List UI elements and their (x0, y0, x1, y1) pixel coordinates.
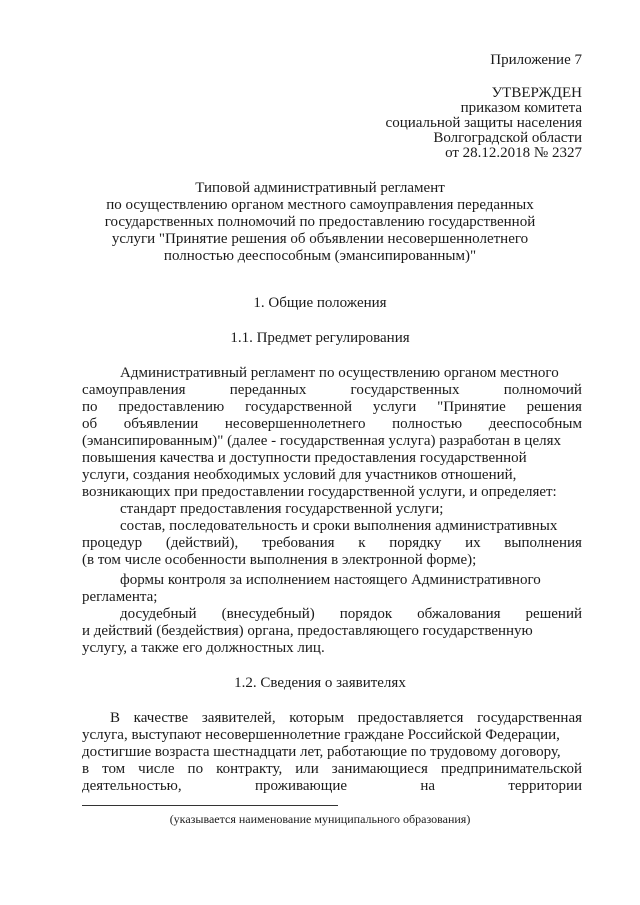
list-item: формы контроля за исполнением настоящего Административного (120, 572, 541, 588)
word: том (102, 761, 126, 777)
word: (действий), (165, 535, 239, 551)
word: качестве (133, 710, 189, 726)
paragraph-line: достигшие возраста шестнадцати лет, работающие по трудовому договору, (82, 744, 561, 760)
word: процедур (82, 535, 143, 551)
word: решений (525, 606, 582, 622)
subsection-heading: 1.2. Сведения о заявителях (234, 675, 406, 691)
subsection-heading: 1.1. Предмет регулирования (230, 330, 410, 346)
paragraph-line: Административный регламент по осуществлению органом местного (120, 365, 559, 381)
paragraph-line (82, 761, 582, 778)
paragraph-line: услугу, а также его должностных лиц. (82, 640, 325, 656)
paragraph-line: возникающих при предоставлении государственной услуги, и определяет: (82, 484, 557, 500)
word: выполнения (504, 535, 582, 551)
word: об (82, 416, 98, 432)
word: проживающие (254, 778, 347, 794)
word: несовершеннолетнего (224, 416, 366, 432)
word: полномочий (503, 382, 582, 398)
word: территории (508, 778, 582, 794)
paragraph-line: и действий (бездействия) органа, предоставляющего государственную (82, 623, 533, 639)
word: самоуправления (82, 382, 186, 398)
document-title-line: государственных полномочий по предоставлению государственной (104, 214, 536, 230)
word: объявлении (123, 416, 199, 432)
list-item: состав, последовательность и сроки выполнения административных (120, 518, 558, 534)
approval-line: Волгоградской области (433, 130, 582, 146)
word: порядку (389, 535, 442, 551)
approved-label: УТВЕРЖДЕН (491, 85, 582, 101)
document-title-line: по осуществлению органом местного самоуправления переданных (106, 197, 534, 213)
appendix-label: Приложение 7 (490, 52, 582, 68)
word: по (187, 761, 204, 777)
word: предоставляется (357, 710, 464, 726)
word: требования (261, 535, 335, 551)
paragraph-line (82, 382, 582, 399)
approval-line: социальной защиты населения (385, 115, 582, 131)
word: решения (526, 399, 582, 415)
word: полностью (392, 416, 463, 432)
word: досудебный (120, 606, 197, 622)
document-title-line: услуги "Принятие решения об объявлении несовершеннолетнего (111, 231, 529, 247)
word: государственной (245, 399, 353, 415)
word: предпринимательской (440, 761, 582, 777)
document-title-line: Типовой административный регламент (195, 180, 445, 196)
paragraph-line: услуги, создания необходимых условий для участников отношений, (82, 467, 517, 483)
paragraph-line (82, 399, 582, 416)
word: заявителей, (201, 710, 276, 726)
word: которым (289, 710, 344, 726)
word: или (295, 761, 319, 777)
word: государственных (350, 382, 460, 398)
word: в (82, 761, 90, 777)
paragraph-line: повышения качества и доступности предоставления государственной (82, 450, 527, 466)
paragraph-line: регламента; (82, 589, 158, 605)
word: к (358, 535, 366, 551)
section-heading: 1. Общие положения (253, 295, 387, 311)
list-item (120, 606, 582, 623)
list-item: стандарт предоставления государственной услуги; (120, 501, 444, 517)
footnote-caption: (указывается наименование муниципального образования) (169, 812, 471, 826)
document-title-line: полностью дееспособным (эмансипированным)" (163, 248, 477, 264)
word: переданных (229, 382, 307, 398)
word: на (420, 778, 436, 794)
word: дееспособным (488, 416, 582, 432)
word: обжалования (417, 606, 501, 622)
word: "Принятие (437, 399, 506, 415)
paragraph-line (82, 535, 582, 552)
paragraph-line: (в том числе особенности выполнения в электронной форме); (82, 552, 477, 568)
approval-line: приказом комитета (460, 100, 582, 116)
word: контракту, (216, 761, 283, 777)
word: занимающиеся (331, 761, 428, 777)
blank-fill-line (82, 805, 338, 806)
word: услуги (372, 399, 417, 415)
paragraph-line: (эмансипированным)" (далее - государственная услуга) разработан в целях (82, 433, 561, 449)
word: (внесудебный) (221, 606, 315, 622)
word: предоставлению (118, 399, 225, 415)
word: по (82, 399, 98, 415)
paragraph-line (82, 778, 582, 795)
word: государственная (477, 710, 582, 726)
word: деятельностью, (82, 778, 182, 794)
paragraph-line (82, 416, 582, 433)
word: числе (138, 761, 175, 777)
word: порядок (339, 606, 393, 622)
approval-date: от 28.12.2018 № 2327 (445, 145, 582, 161)
word: В (110, 710, 121, 726)
paragraph-line: услуга, выступают несовершеннолетние граждане Российской Федерации, (82, 727, 560, 743)
word: их (465, 535, 481, 551)
paragraph-line (110, 710, 582, 727)
